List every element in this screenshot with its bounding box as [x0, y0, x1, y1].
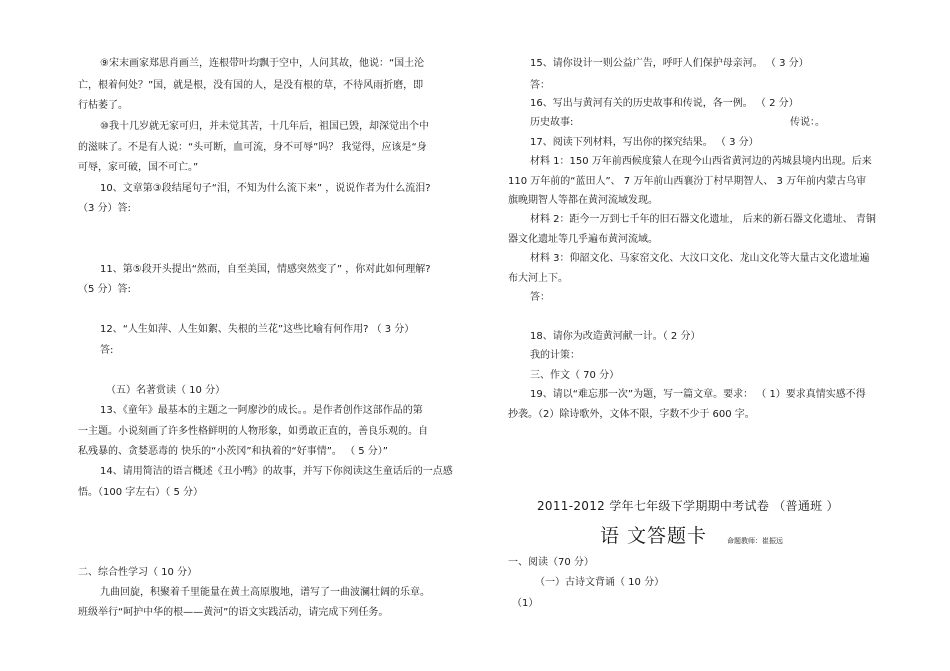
teacher-credit: 命题教师：崔振远: [727, 537, 783, 545]
exam-title: 2011-2012 学年七年级下学期期中考试卷 （普通班 ）: [537, 499, 839, 513]
paragraph-9-line-2: 亡，根着何处？”国，就是根，没有国的人，是没有根的草，不待风雨折磨，即: [78, 80, 424, 91]
paragraph-10-line-1: ⑩我十几岁就无家可归，并未觉其苦，十几年后，祖国已毁，却深觉出个中: [100, 121, 429, 132]
question-11-line-1: 11、第⑤段开头提出“然而，自至美国，情感突然变了” ，你对此如何理解?: [100, 264, 431, 275]
question-17-answer: 答：: [530, 292, 550, 303]
question-15-line-1: 15、请你设计一则公益广告，呼吁人们保护母亲河。 （ 3 分）: [530, 58, 809, 69]
material-2-line-1: 材料 2：距今一万到七千年的旧石器文化遗址， 后来的新石器文化遗址、 青铜: [530, 214, 876, 225]
question-19-line-1: 19、请以“难忘那一次”为题，写一篇文章。要求： （ 1）要求真情实感不得: [530, 389, 866, 400]
paragraph-9-line-1: ⑨宋末画家郑思肖画兰，连根带叶均飘于空中，人问其故，他说：“国土沦: [100, 58, 425, 69]
material-3-line-2: 布大河上下。: [508, 273, 568, 284]
question-16-legend: 传说：。: [790, 117, 825, 128]
question-13-line-2: 一主题。小说刻画了许多性格鲜明的人物形象，如勇敢正直的，善良乐观的。自: [78, 426, 428, 437]
question-16-line-1: 16、写出与黄河有关的历史故事和传说，各一例。 （ 2 分）: [530, 98, 799, 109]
material-1-line-3: 旗晚期智人等都在黄河流域发现。: [508, 195, 658, 206]
section-2-line-2: 班级举行“呵护中华的根——黄河”的语文实践活动，请完成下列任务。: [78, 607, 389, 618]
question-17-line-1: 17、阅读下列材料，写出你的探究结果。 （ 3 分）: [530, 137, 759, 148]
item-1-label: （1）: [512, 598, 539, 609]
material-2-line-2: 器文化遗址等几乎遍布黄河流域。: [508, 234, 658, 245]
paragraph-9-line-3: 行枯萎了。: [78, 100, 128, 111]
question-13-line-3: 私残暴的、贪婪恶毒的 快乐的“小茨冈”和执着的“好事情”。 （ 5 分）”: [78, 446, 388, 457]
question-10-line-2: （3 分）答:: [78, 203, 131, 214]
question-12-line-1: 12、“人生如萍、人生如絮、失根的兰花”这些比喻有何作用? （ 3 分）: [100, 324, 415, 335]
question-15-answer: 答：: [530, 80, 550, 91]
material-1-line-2: 110 万年前的“蓝田人”、 7 万年前山西襄汾丁村早期智人、 3 万年前内蒙古乌审: [508, 176, 867, 187]
question-19-line-2: 抄袭。（2）除诗歌外，文体不限，字数不少于 600 字。: [508, 409, 755, 420]
section-2-title: 二、综合性学习（ 10 分）: [78, 567, 198, 578]
answer-card-title: 语 文答题卡: [600, 525, 708, 547]
section-5-title: （五）名著赏读（ 10 分）: [106, 385, 226, 396]
section-1-subtitle: （一）古诗文背诵（ 10 分）: [535, 577, 665, 588]
material-3-line-1: 材料 3：仰韶文化、马家窑文化、大汶口文化、龙山文化等大量古文化遗址遍: [530, 253, 870, 264]
question-14-line-1: 14、请用简洁的语言概述《丑小鸭》的故事，并写下你阅读这生童话后的一点感: [100, 466, 453, 477]
section-2-line-1: 九曲回旋，积聚着千里能量在黄土高原腹地，谱写了一曲波澜壮阔的乐章。: [100, 587, 430, 598]
question-18-line-1: 18、请你为改造黄河献一计。（ 2 分）: [530, 331, 701, 342]
section-1-title: 一、阅读（70 分）: [508, 557, 594, 568]
question-18-plan: 我的计策：: [530, 350, 580, 361]
question-10-line-1: 10、文章第③段结尾句子“泪，不知为什么流下来” ，说说作者为什么流泪?: [100, 183, 431, 194]
question-14-line-2: 悟。（100 字左右）（ 5 分）: [78, 487, 203, 498]
question-16-history-story: 历史故事:: [530, 117, 574, 128]
material-1-line-1: 材料 1：150 万年前西候度猿人在现今山西省黄河边的芮城县境内出现。后来: [530, 156, 872, 167]
question-11-line-2: （5 分）答:: [78, 284, 131, 295]
section-3-title: 三、作文（ 70 分）: [530, 370, 620, 381]
question-12-answer: 答:: [100, 345, 114, 356]
paragraph-10-line-2: 的滋味了。不是有人说：“头可断，血可流，身不可辱”吗？ 我觉得，应该是“身: [78, 142, 427, 153]
paragraph-10-line-3: 可辱，家可破，国不可亡。”: [78, 162, 199, 173]
question-13-line-1: 13、《童年》最基本的主题之一阿廖沙的成长。。是作者创作这部作品的第: [100, 405, 423, 416]
